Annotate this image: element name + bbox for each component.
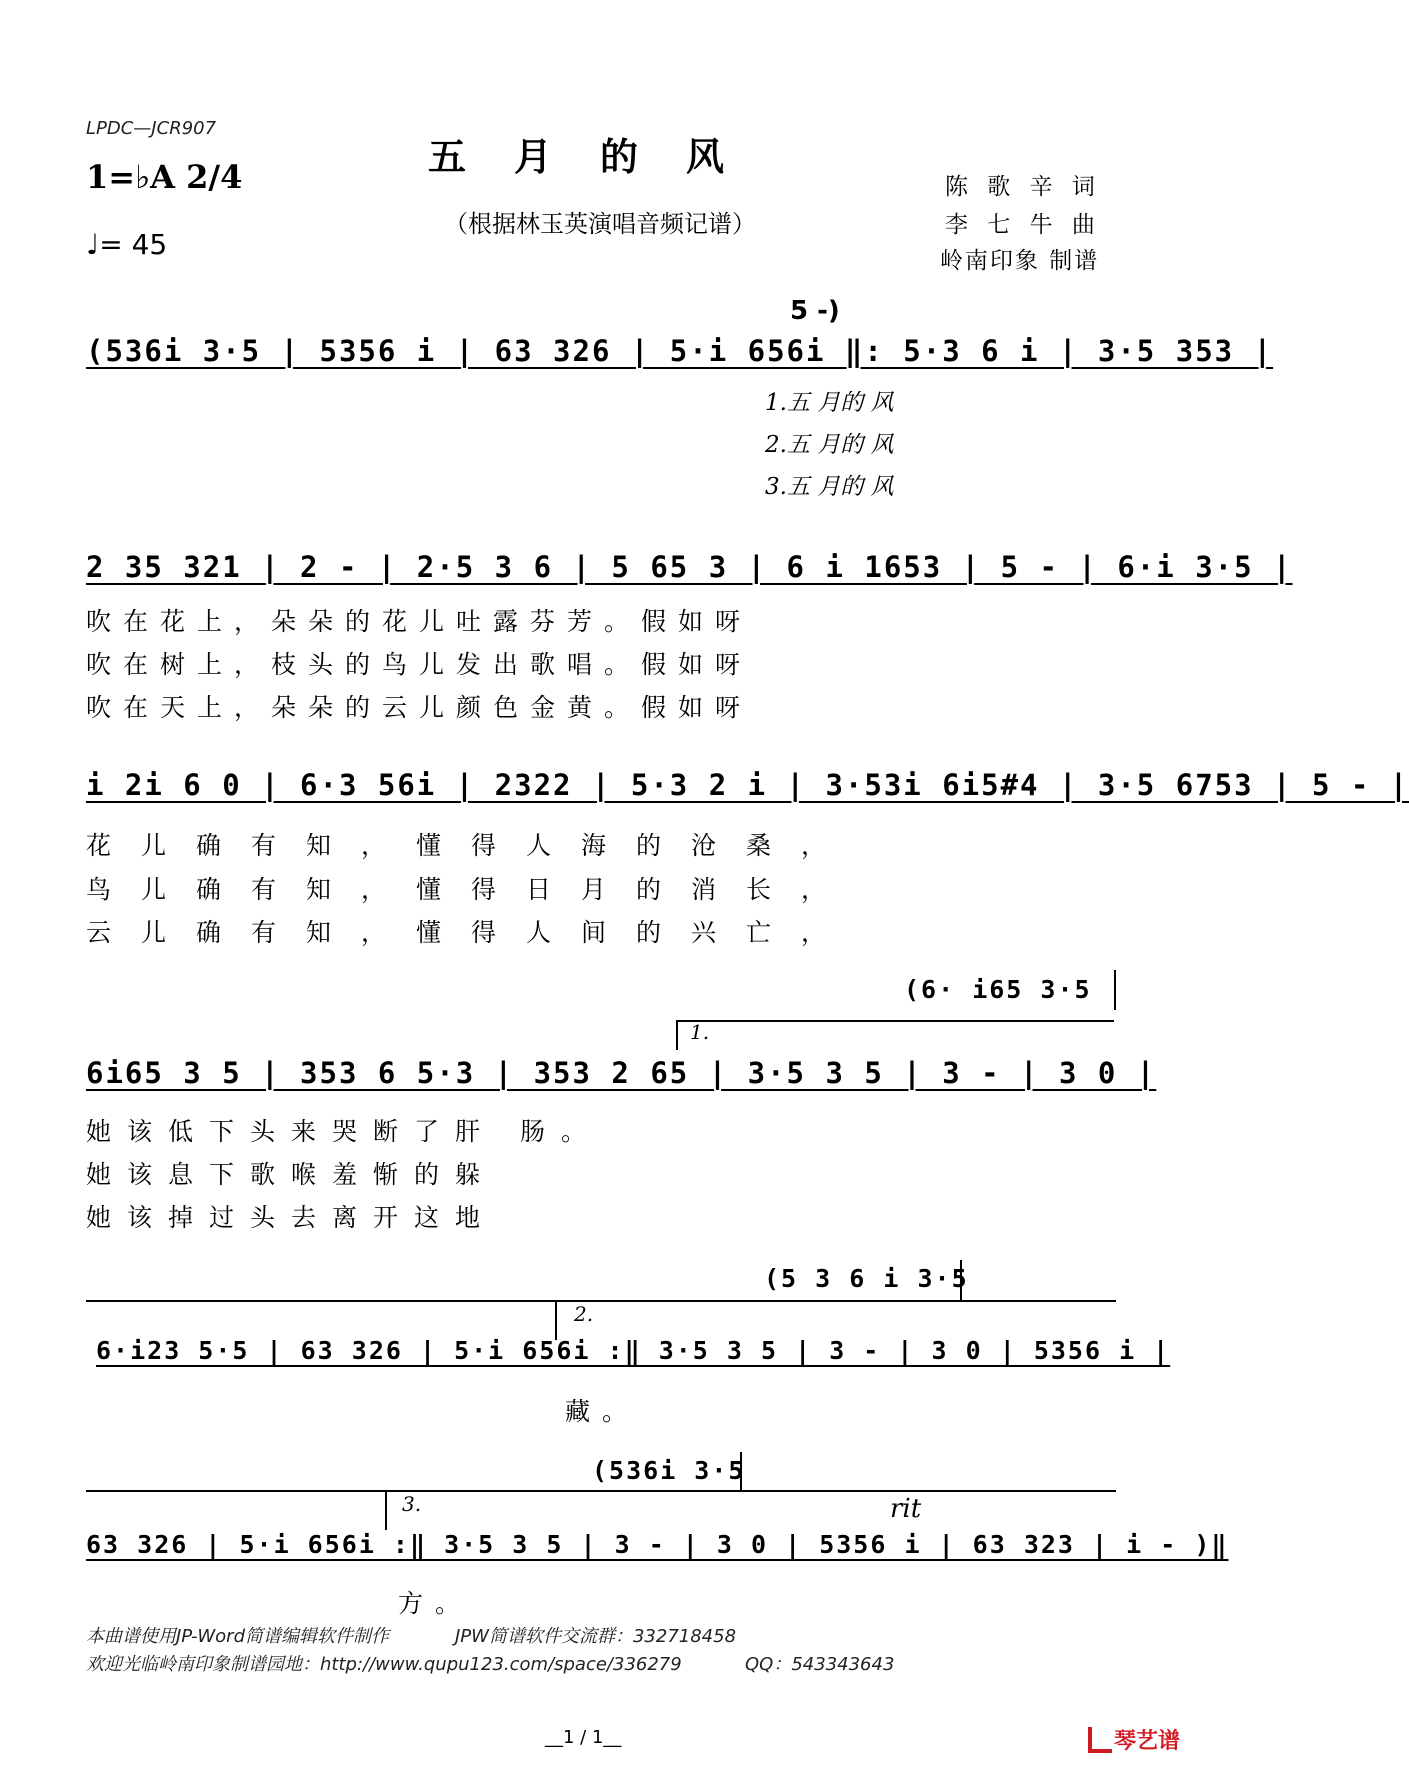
system6-volta-label: 3. xyxy=(402,1492,422,1516)
system3-notes: i 2i 6 0 | 6·3 56i | 2322 | 5·3 2 i | 3·53i 6i5#4 | 3·5 6753 | 5 - | xyxy=(86,768,1409,802)
system4-volta-bracket xyxy=(676,1020,1114,1022)
score-title: 五月的风 xyxy=(427,134,772,179)
system3-lyric-2: 鸟儿确有知，懂得日月的消长， xyxy=(86,875,857,904)
composer-credit: 李 七 牛 曲 xyxy=(945,212,1101,238)
footer-software-note: 本曲谱使用JP-Word简谱编辑软件制作 xyxy=(86,1626,389,1647)
system2-lyric-1: 吹在花上，朵朵的花儿吐露芬芳。假如呀 xyxy=(86,607,753,636)
system2-lyric-2: 吹在树上，枝头的鸟儿发出歌唱。假如呀 xyxy=(86,650,753,679)
system2-lyric-3: 吹在天上，朵朵的云儿颜色金黄。假如呀 xyxy=(86,693,753,722)
system6-lyric-1: 方。 xyxy=(398,1589,473,1618)
system4-lyric-3: 她该掉过头去离开这地 xyxy=(86,1203,497,1232)
footer-qq: QQ：543343643 xyxy=(745,1654,895,1675)
system6-upper-barline xyxy=(740,1452,742,1492)
system5-volta-bracket xyxy=(86,1300,1116,1302)
ritardando-marking: rit xyxy=(890,1494,922,1524)
score-subtitle: （根据林玉英演唱音频记谱） xyxy=(444,210,756,238)
system6-upper-line: (536i 3·5 xyxy=(592,1456,746,1485)
footer-website-link[interactable]: 欢迎光临岭南印象制谱园地：http://www.qupu123.com/space/336279 xyxy=(86,1654,682,1675)
system4-upper-barline xyxy=(1114,970,1116,1010)
system6-notes: 63 326 | 5·i 656i :‖ 3·5 3 5 | 3 - | 3 0 | 5356 i | 63 323 | i - )‖ xyxy=(86,1530,1229,1559)
system6-volta-bracket xyxy=(86,1490,1116,1492)
tempo-marking: ♩= 45 xyxy=(86,228,168,261)
system1-upper-line: 5 -) xyxy=(790,296,840,326)
system5-upper-line: (5 3 6 i 3·5 xyxy=(764,1264,969,1293)
system4-lyric-2: 她该息下歌喉羞惭的躲 xyxy=(86,1160,497,1189)
system5-upper-barline xyxy=(960,1260,962,1300)
system4-volta-label: 1. xyxy=(690,1020,710,1044)
system5-volta-edge xyxy=(555,1300,557,1340)
system5-lyric-1: 藏。 xyxy=(565,1397,640,1426)
system4-notes: 6i65 3 5 | 353 6 5·3 | 353 2 65 | 3·5 3 5 | 3 - | 3 0 | xyxy=(86,1056,1157,1090)
page-number: __1 / 1__ xyxy=(545,1727,622,1748)
system2-notes: 2 35 321 | 2 - | 2·5 3 6 | 5 65 3 | 6 i 1653 | 5 - | 6·i 3·5 | xyxy=(86,550,1293,584)
system5-volta-label: 2. xyxy=(574,1302,594,1326)
brand-logo-icon xyxy=(1088,1727,1112,1753)
system1-lyric-1: 1.五 月的 风 xyxy=(765,390,894,416)
arranger-credit: 岭南印象 制谱 xyxy=(940,248,1100,274)
system4-upper-line: (6· i65 3·5 xyxy=(904,975,1092,1004)
system3-lyric-3: 云儿确有知，懂得人间的兴亡， xyxy=(86,918,857,947)
system1-notes: (536i 3·5 | 5356 i | 63 326 | 5·i 656i ‖: 5·3 6 i | 3·5 353 | xyxy=(86,334,1274,368)
key-signature: 1=♭A 2/4 xyxy=(86,158,243,196)
lyricist-credit: 陈 歌 辛 词 xyxy=(945,174,1101,200)
system4-lyric-1: 她该低下头来哭断了肝 肠。 xyxy=(86,1117,602,1146)
score-code: LPDC—JCR907 xyxy=(86,118,217,139)
system6-volta-edge xyxy=(385,1490,387,1530)
system3-lyric-1: 花儿确有知，懂得人海的沧桑， xyxy=(86,831,857,860)
footer-group-note: JPW简谱软件交流群：332718458 xyxy=(455,1626,737,1647)
system1-lyric-3: 3.五 月的 风 xyxy=(765,474,894,500)
system4-volta-edge xyxy=(676,1020,678,1050)
brand-name: 琴艺谱 xyxy=(1114,1729,1181,1754)
system5-notes: 6·i23 5·5 | 63 326 | 5·i 656i :‖ 3·5 3 5 | 3 - | 3 0 | 5356 i | xyxy=(96,1336,1171,1365)
system1-lyric-2: 2.五 月的 风 xyxy=(765,432,894,458)
